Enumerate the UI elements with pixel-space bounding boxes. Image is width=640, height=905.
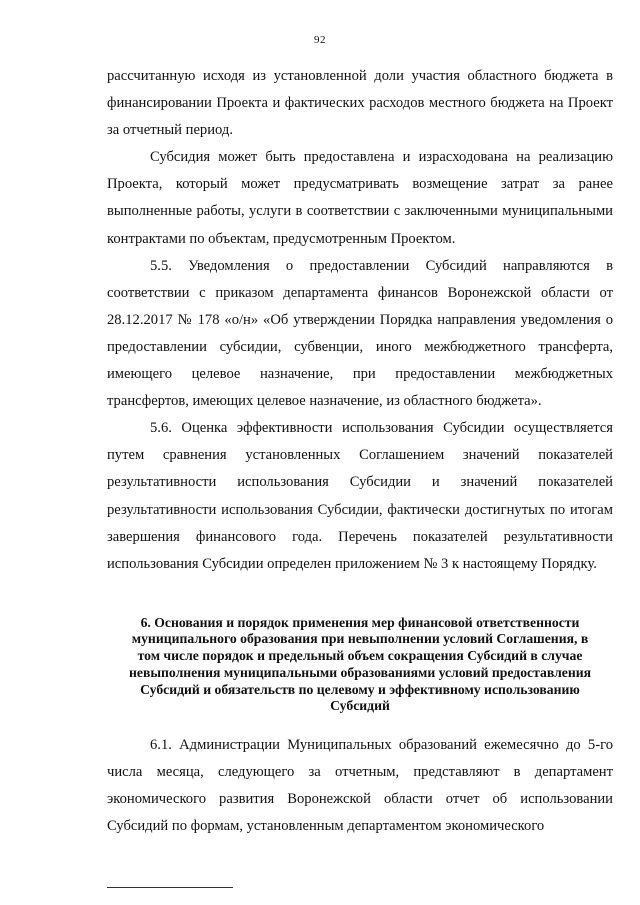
paragraph-6-1: 6.1. Администрации Муниципальных образований ежемесячно до 5-го числа месяца, следующего за отчетным, представляют в департамент экономического развития Воронежской области отчет об использовании Субсидий по формам, установленным департаментом экономического xyxy=(107,737,613,835)
section-heading: 6. Основания и порядок применения мер финансовой ответственности муниципального образования при невыполнении условий Соглашения, в том числе порядок и предельный объем сокращения Субсидий в случае невыполнения муниципальными образованиями условий предоставления Субсидий и обязательств по целевому и эффективному использованию Субсидий xyxy=(129,614,592,714)
paragraph-subsidy: Субсидия может быть предоставлена и израсходована на реализацию Проекта, который может предусматривать возмещение затрат за ранее выполненные работы, услуги в соответствии с заключенными муниципальными контрактами по объектам, предусмотренным Проектом. xyxy=(107,149,613,247)
paragraph-5-5: 5.5. Уведомления о предоставлении Субсидий направляются в соответствии с приказом департамента финансов Воронежской области от 28.12.2017 № 178 «о/н» «Об утверждении Порядка направления уведомления о предоставлении субсидии, субвенции, иного межбюджетного трансферта, имеющего целевое назначение, при предоставлении межбюджетных трансфертов, имеющих целевое назначение, из областного бюджета». xyxy=(107,257,613,410)
page-body xyxy=(107,63,613,840)
footnote-separator xyxy=(107,887,233,888)
page-number: 92 xyxy=(314,34,326,46)
paragraph-5-6: 5.6. Оценка эффективности использования Субсидии осуществляется путем сравнения установленных Соглашением значений показателей результативности использования Субсидии и значений показателей результативности использования Субсидии, фактически достигнутых по итогам завершения финансового года. Перечень показателей результативности использования Субсидии определен приложением № 3 к настоящему Порядку. xyxy=(107,420,613,572)
paragraph-continuation: рассчитанную исходя из установленной доли участия областного бюджета в финансировании Проекта и фактических расходов местного бюджета на Проект за отчетный период. xyxy=(107,68,613,139)
